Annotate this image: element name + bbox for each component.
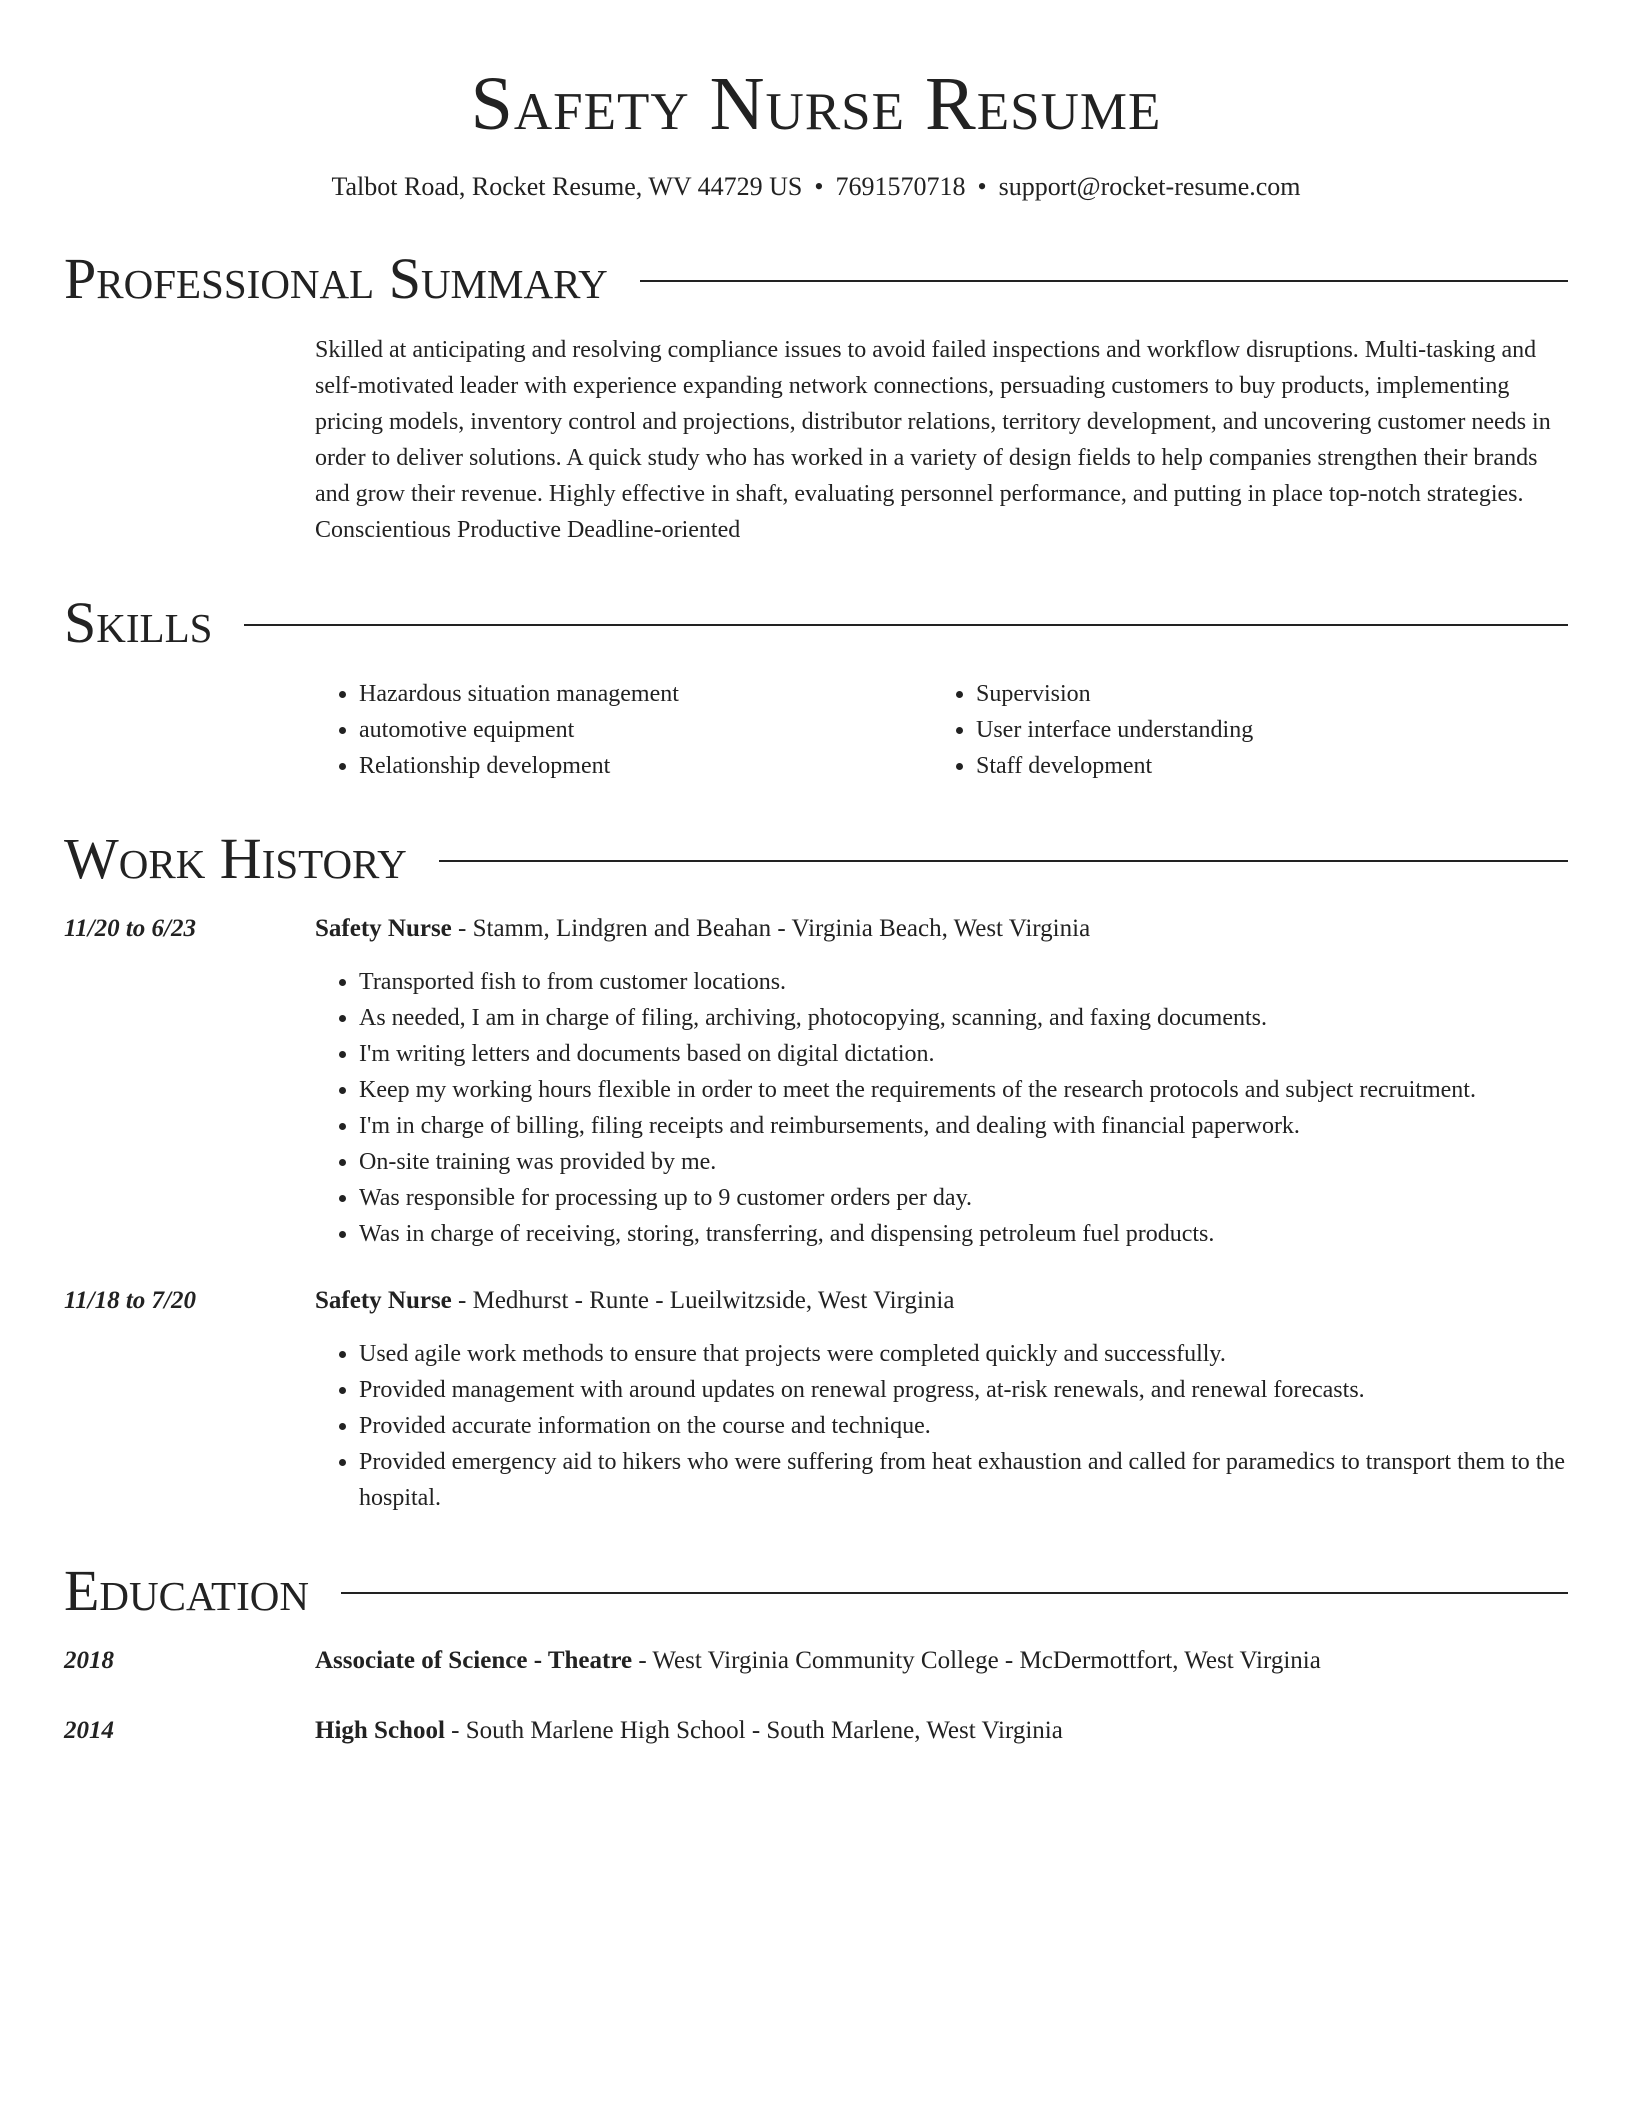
job-details (315, 1284, 1568, 1516)
job-dates: 11/18 to 7/20 (64, 1287, 196, 1314)
job-duty: • I'm in charge of billing, filing receipts and reimbursements, and dealing with financial paperwork. (359, 1108, 1568, 1144)
job-employer-location: - Stamm, Lindgren and Beahan - Virginia Beach, West Virginia (451, 915, 1091, 942)
job-duties-list (315, 964, 1568, 1252)
education-year: 2018 (64, 1647, 114, 1674)
section-heading (64, 826, 1568, 892)
job-entry (64, 912, 1568, 1252)
section-title-education: Education (64, 1558, 309, 1623)
summary-body (315, 332, 1568, 548)
education-year: 2014 (64, 1717, 114, 1744)
work-history-section (64, 826, 1568, 1516)
job-employer-location: - Medhurst - Runte - Lueilwitzside, West Virginia (451, 1287, 955, 1314)
job-duty: • I'm writing letters and documents based on digital dictation. (359, 1036, 1568, 1072)
job-duty: • Was in charge of receiving, storing, transferring, and dispensing petroleum fuel products. (359, 1216, 1568, 1252)
job-duty: • Provided accurate information on the course and technique. (359, 1408, 1568, 1444)
skill-item: • Supervision (976, 676, 1549, 712)
section-title-summary: Professional Summary (64, 246, 608, 311)
section-title-work-history: Work History (64, 826, 407, 891)
job-dates: 11/20 to 6/23 (64, 915, 196, 942)
job-duties-list (315, 1336, 1568, 1516)
education-section (64, 1558, 1568, 1748)
skills-section (64, 590, 1568, 784)
job-duty: • Used agile work methods to ensure that projects were completed quickly and successfully. (359, 1336, 1568, 1372)
skills-list-left (315, 676, 932, 784)
job-role: Safety Nurse (315, 1287, 452, 1314)
job-heading (315, 912, 1568, 946)
job-duty: • Was responsible for processing up to 9 customer orders per day. (359, 1180, 1568, 1216)
skills-grid (315, 676, 1568, 784)
section-heading (64, 246, 1568, 312)
education-degree: Associate of Science - Theatre (315, 1647, 633, 1674)
professional-summary-section (64, 246, 1568, 548)
job-duty: • Transported fish to from customer locations. (359, 964, 1568, 1000)
job-duty: • As needed, I am in charge of filing, archiving, photocopying, scanning, and faxing documents. (359, 1000, 1568, 1036)
education-details (315, 1644, 1568, 1678)
job-details (315, 912, 1568, 1252)
job-heading (315, 1284, 1568, 1318)
section-divider (640, 280, 1568, 282)
contact-address: Talbot Road, Rocket Resume, WV 44729 US (331, 172, 803, 201)
section-heading (64, 1558, 1568, 1624)
skill-item: • automotive equipment (359, 712, 932, 748)
job-duty: • Provided emergency aid to hikers who were suffering from heat exhaustion and called for paramedics to transport them to the hospital. (359, 1444, 1568, 1516)
education-entry (64, 1644, 1568, 1678)
summary-text: Skilled at anticipating and resolving compliance issues to avoid failed inspections and workflow disruptions. Multi-tasking and self-motivated leader with experience expanding network connections, persuading customers to buy products, implementing pricing models, inventory control and projections, distributor relations, territory development, and uncovering customer needs in order to deliver solutions. A quick study who has worked in a variety of design fields to help companies strengthen their brands and grow their revenue. Highly effective in shaft, evaluating personnel performance, and putting in place top-notch strategies. Conscientious Productive Deadline-oriented (315, 337, 1551, 543)
resume-header (64, 56, 1568, 204)
skill-item: • Staff development (976, 748, 1549, 784)
skill-item: • User interface understanding (976, 712, 1549, 748)
section-title-skills: Skills (64, 590, 213, 655)
education-school-location: - West Virginia Community College - McDermottfort, West Virginia (632, 1647, 1321, 1674)
job-duty: • On-site training was provided by me. (359, 1144, 1568, 1180)
job-role: Safety Nurse (315, 915, 452, 942)
job-duty: • Keep my working hours flexible in order to meet the requirements of the research protocols and subject recruitment. (359, 1072, 1568, 1108)
contact-email: support@rocket-resume.com (998, 172, 1301, 201)
section-divider (439, 860, 1568, 862)
skill-item: • Relationship development (359, 748, 932, 784)
education-details (315, 1714, 1568, 1748)
contact-phone: 7691570718 (835, 172, 966, 201)
education-entry (64, 1714, 1568, 1748)
contact-separator: • (977, 172, 987, 201)
skill-item: • Hazardous situation management (359, 676, 932, 712)
contact-line (64, 170, 1568, 204)
section-heading (64, 590, 1568, 656)
job-duty: • Provided management with around updates on renewal progress, at-risk renewals, and renewal forecasts. (359, 1372, 1568, 1408)
section-divider (341, 1592, 1568, 1594)
contact-separator: • (814, 172, 824, 201)
education-school-location: - South Marlene High School - South Marlene, West Virginia (444, 1717, 1063, 1744)
skills-list-right (932, 676, 1549, 784)
job-entry (64, 1284, 1568, 1516)
education-degree: High School (315, 1717, 445, 1744)
section-divider (244, 624, 1568, 626)
skills-body (315, 676, 1568, 784)
resume-title: Safety Nurse Resume (470, 62, 1162, 146)
